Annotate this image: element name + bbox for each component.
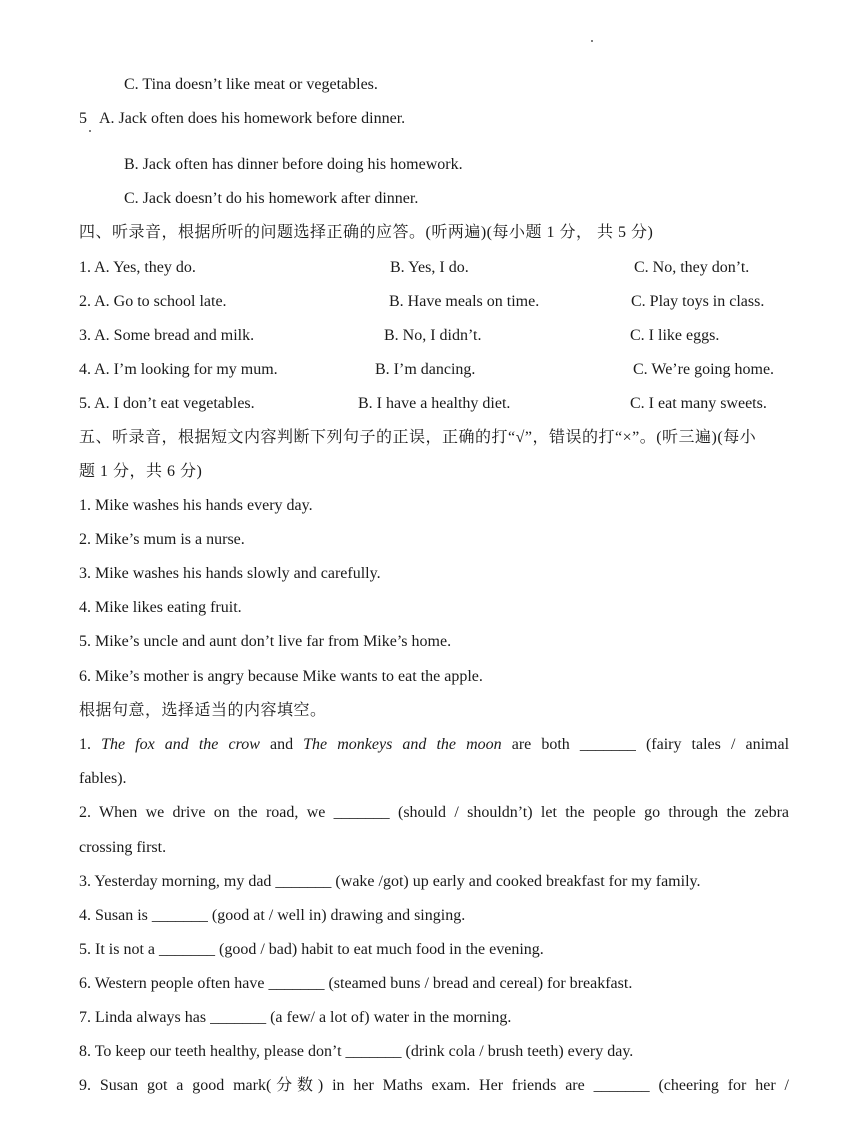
scan-speck — [89, 130, 91, 132]
option-b: B. I’m dancing. — [375, 361, 476, 378]
option-a: 5. A. I don’t eat vegetables. — [79, 395, 255, 412]
section-heading: 四、听录音，根据所听的问题选择正确的应答。(听两遍)(每小题 1 分， 共 5 分) — [79, 224, 654, 241]
conjunction: and — [269, 736, 294, 753]
statement: 1. Mike washes his hands every day. — [79, 497, 313, 514]
question-text: are both _______ (fairy tales / animal — [511, 736, 790, 753]
fill-blank-question: 8. To keep our teeth healthy, please don’t _______ (drink cola / brush teeth) every day. — [79, 1043, 634, 1060]
option-a: 3. A. Some bread and milk. — [79, 327, 255, 344]
option-b: B. Have meals on time. — [389, 293, 540, 310]
section-heading: 五、听录音，根据短文内容判断下列句子的正误，正确的打“√”，错误的打“×”。(听三遍)(每小 — [79, 429, 757, 446]
fill-blank-question: 5. It is not a _______ (good / bad) habit to eat much food in the evening. — [79, 941, 544, 958]
fill-blank-question: 9. Susan got a good mark(分数) in her Maths exam. Her friends are _______ (cheering for her / — [79, 1077, 789, 1094]
option-text: C. Jack doesn’t do his homework after dinner. — [124, 190, 419, 207]
fill-blank-question: 7. Linda always has _______ (a few/ a lot of) water in the morning. — [79, 1009, 512, 1026]
option-b: B. No, I didn’t. — [384, 327, 482, 344]
option-c: C. I eat many sweets. — [630, 395, 767, 412]
scan-speck — [591, 40, 593, 42]
story-title: The fox and the crow — [101, 736, 260, 753]
section-heading: 题 1 分，共 6 分) — [79, 463, 203, 480]
option-text: A. Jack often does his homework before dinner. — [99, 110, 406, 127]
option-c: C. No, they don’t. — [634, 259, 750, 276]
statement: 2. Mike’s mum is a nurse. — [79, 531, 245, 548]
fill-blank-question: 3. Yesterday morning, my dad _______ (wake /got) up early and cooked breakfast for my family. — [79, 873, 701, 890]
statement: 6. Mike’s mother is angry because Mike wants to eat the apple. — [79, 668, 483, 685]
statement: 4. Mike likes eating fruit. — [79, 599, 242, 616]
option-c: C. We’re going home. — [633, 361, 775, 378]
fill-blank-question: 4. Susan is _______ (good at / well in) drawing and singing. — [79, 907, 466, 924]
question-continuation: crossing first. — [79, 839, 167, 856]
statement: 3. Mike washes his hands slowly and carefully. — [79, 565, 381, 582]
story-title: The monkeys and the moon — [303, 736, 502, 753]
option-text: C. Tina doesn’t like meat or vegetables. — [124, 76, 378, 93]
option-text: B. Jack often has dinner before doing his homework. — [124, 156, 463, 173]
option-b: B. Yes, I do. — [390, 259, 469, 276]
option-a: 1. A. Yes, they do. — [79, 259, 196, 276]
fill-blank-question: 2. When we drive on the road, we _______ (should / shouldn’t) let the people go through the zebra — [79, 804, 789, 821]
option-c: C. Play toys in class. — [631, 293, 765, 310]
option-c: C. I like eggs. — [630, 327, 720, 344]
option-a: 4. A. I’m looking for my mum. — [79, 361, 278, 378]
fill-blank-question: 6. Western people often have _______ (steamed buns / bread and cereal) for breakfast. — [79, 975, 633, 992]
option-a: 2. A. Go to school late. — [79, 293, 227, 310]
option-b: B. I have a healthy diet. — [358, 395, 511, 412]
question-number: 1. — [79, 736, 91, 753]
question-continuation: fables). — [79, 770, 127, 787]
statement: 5. Mike’s uncle and aunt don’t live far from Mike’s home. — [79, 633, 452, 650]
question-number: 5 — [79, 110, 87, 127]
section-heading: 根据句意，选择适当的内容填空。 — [79, 702, 327, 719]
fill-blank-question — [79, 735, 789, 755]
